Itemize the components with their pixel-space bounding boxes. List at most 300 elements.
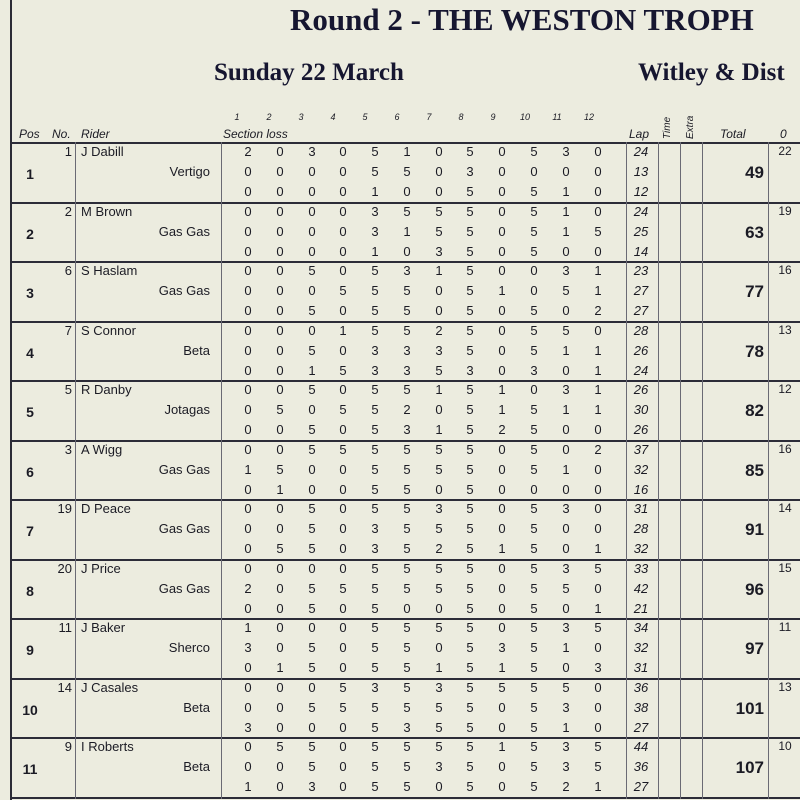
section-score: 0 (498, 560, 506, 576)
section-score: 0 (435, 481, 443, 497)
section-score: 5 (530, 759, 538, 774)
page-title: Round 2 - THE WESTON TROPH (290, 2, 754, 37)
rider-position: 11 (22, 761, 38, 777)
section-score: 5 (308, 541, 316, 556)
section-score: 5 (403, 580, 411, 596)
section-score: 5 (594, 560, 602, 576)
section-score: 0 (498, 203, 506, 219)
section-score: 0 (339, 600, 347, 616)
section-score: 1 (594, 402, 602, 417)
section-score: 5 (530, 461, 538, 477)
lap-total: 28 (633, 322, 649, 338)
lap-header: Lap (629, 127, 650, 141)
section-score: 0 (594, 144, 602, 159)
section-score: 5 (308, 422, 316, 437)
section-score: 5 (371, 382, 379, 397)
lap-total: 13 (633, 164, 649, 179)
section-score: 1 (562, 342, 570, 358)
section-score: 1 (498, 541, 506, 556)
scores-column-rule (626, 142, 627, 799)
section-score: 5 (308, 580, 316, 596)
pos-header: Pos (19, 127, 40, 141)
section-score: 0 (562, 303, 570, 318)
section-score: 5 (339, 362, 347, 378)
section-score: 5 (371, 640, 379, 655)
section-score: 0 (276, 600, 284, 616)
section-score: 3 (466, 164, 474, 179)
section-score: 5 (308, 600, 316, 616)
section-score: 0 (339, 501, 347, 516)
section-score: 0 (244, 501, 252, 516)
section-score: 5 (371, 560, 379, 576)
section-score: 0 (498, 223, 506, 239)
rider-number: 9 (64, 739, 72, 754)
section-score: 5 (276, 461, 284, 477)
rider-name: J Price (81, 560, 121, 576)
section-score: 2 (594, 441, 602, 457)
section-score: 3 (435, 501, 443, 516)
section-score: 1 (435, 263, 443, 278)
section-score: 5 (466, 422, 474, 437)
rider-position: 5 (26, 404, 34, 420)
section-score: 0 (339, 382, 347, 397)
section-score: 5 (466, 322, 474, 338)
section-score: 1 (498, 283, 506, 298)
section-score: 0 (435, 164, 443, 179)
rider-bike: Beta (183, 342, 210, 358)
rider-number: 2 (64, 203, 72, 219)
rider-header: Rider (81, 127, 110, 141)
section-score: 3 (466, 362, 474, 378)
section-score: 5 (435, 620, 443, 635)
section-score: 0 (435, 640, 443, 655)
rider-bike: Vertigo (169, 164, 210, 179)
section-score: 0 (498, 580, 506, 596)
section-score: 0 (244, 560, 252, 576)
section-score: 0 (339, 779, 347, 794)
section-score: 5 (276, 402, 284, 417)
section-score: 0 (276, 560, 284, 576)
section-score: 0 (339, 739, 347, 754)
section-score: 0 (276, 144, 284, 159)
lap-total: 27 (633, 779, 649, 794)
section-score: 0 (594, 422, 602, 437)
section-score: 3 (244, 719, 252, 735)
section-score: 5 (530, 422, 538, 437)
rider-number: 1 (64, 144, 72, 159)
section-score: 5 (308, 441, 316, 457)
section-score: 5 (466, 759, 474, 774)
section-score: 3 (403, 422, 411, 437)
lap-total: 30 (633, 402, 649, 417)
section-score: 1 (594, 362, 602, 378)
section-score: 5 (435, 739, 443, 754)
section-score: 0 (244, 600, 252, 616)
section-score: 0 (244, 382, 252, 397)
section-score: 5 (466, 461, 474, 477)
rider-zeros: 12 (778, 382, 792, 396)
rider-total: 101 (735, 698, 764, 718)
section-number: 8 (458, 112, 464, 122)
section-score: 5 (371, 600, 379, 616)
lap-total: 28 (633, 521, 649, 536)
rider-bike: Gas Gas (158, 223, 210, 239)
rider-zeros: 15 (778, 560, 792, 575)
section-score: 0 (339, 759, 347, 774)
section-score: 1 (594, 342, 602, 358)
section-score: 5 (308, 501, 316, 516)
section-score: 0 (276, 422, 284, 437)
section-score: 0 (562, 600, 570, 616)
section-score: 2 (244, 144, 252, 159)
section-score: 5 (466, 263, 474, 278)
section-score: 5 (530, 303, 538, 318)
lap-total: 31 (633, 501, 649, 516)
section-score: 5 (530, 342, 538, 358)
section-score: 0 (339, 303, 347, 318)
section-score: 0 (562, 422, 570, 437)
section-score: 0 (339, 620, 347, 635)
section-score: 5 (308, 263, 316, 278)
section-score: 5 (466, 560, 474, 576)
section-score: 0 (594, 501, 602, 516)
section-score: 5 (371, 144, 379, 159)
section-score: 5 (371, 461, 379, 477)
section-score: 0 (244, 699, 252, 715)
rider-bike: Gas Gas (158, 580, 210, 596)
section-score: 5 (530, 600, 538, 616)
event-venue: Witley & Dist (638, 59, 785, 86)
section-score: 0 (562, 660, 570, 675)
section-score: 0 (308, 481, 316, 497)
section-score: 0 (339, 541, 347, 556)
section-score: 5 (530, 779, 538, 794)
lap-total: 42 (633, 580, 649, 596)
section-number: 11 (552, 112, 562, 122)
lap-total: 21 (633, 600, 649, 616)
section-score: 0 (562, 481, 570, 497)
section-score: 5 (403, 759, 411, 774)
section-score: 3 (371, 223, 379, 239)
rider-number: 3 (64, 441, 72, 457)
section-score: 1 (594, 541, 602, 556)
section-score: 1 (498, 402, 506, 417)
section-score: 3 (244, 640, 252, 655)
section-score: 5 (371, 759, 379, 774)
section-score: 5 (371, 422, 379, 437)
section-number: 1 (234, 112, 240, 122)
section-score: 5 (339, 402, 347, 417)
section-score: 1 (435, 422, 443, 437)
section-score: 5 (276, 541, 284, 556)
section-score: 0 (562, 362, 570, 378)
section-score: 2 (435, 322, 443, 338)
section-score: 5 (466, 223, 474, 239)
section-score: 0 (594, 164, 602, 179)
rider-zeros: 22 (778, 144, 792, 158)
section-score: 5 (403, 679, 411, 695)
section-score: 3 (435, 243, 443, 259)
section-score: 0 (435, 283, 443, 298)
section-score: 0 (403, 243, 411, 259)
section-score: 0 (594, 719, 602, 735)
rider-zeros: 13 (778, 322, 792, 337)
section-score: 0 (276, 243, 284, 259)
section-number: 2 (266, 112, 272, 122)
rider-name: S Haslam (81, 263, 138, 278)
section-score: 1 (308, 362, 316, 378)
section-score: 0 (403, 184, 411, 199)
section-score: 5 (466, 342, 474, 358)
section-score: 0 (498, 263, 506, 278)
section-score: 0 (594, 521, 602, 536)
section-score: 0 (244, 759, 252, 774)
section-score: 5 (466, 382, 474, 397)
lap-total: 33 (633, 560, 649, 576)
section-score: 0 (308, 223, 316, 239)
section-score: 5 (403, 521, 411, 536)
section-score: 0 (562, 164, 570, 179)
extra-column-rule (702, 142, 703, 799)
section-score: 5 (435, 560, 443, 576)
section-score: 3 (371, 342, 379, 358)
section-score: 0 (276, 184, 284, 199)
lap-total: 23 (633, 263, 649, 278)
section-score: 0 (244, 164, 252, 179)
section-score: 5 (466, 203, 474, 219)
section-score: 0 (276, 640, 284, 655)
section-score: 0 (435, 144, 443, 159)
lap-total: 14 (633, 243, 649, 259)
rider-column-rule (221, 142, 222, 799)
section-score: 5 (466, 580, 474, 596)
rider-total: 85 (745, 460, 764, 480)
lap-total: 34 (633, 620, 649, 635)
section-score: 0 (244, 481, 252, 497)
section-score: 0 (339, 223, 347, 239)
section-score: 5 (435, 699, 443, 715)
section-score: 5 (371, 620, 379, 635)
section-score: 0 (339, 422, 347, 437)
rider-position: 3 (26, 285, 34, 301)
rider-total: 107 (735, 758, 764, 777)
rider-number: 14 (57, 679, 72, 695)
section-score: 5 (371, 481, 379, 497)
rider-total: 96 (745, 579, 764, 599)
section-score: 0 (244, 223, 252, 239)
section-score: 1 (594, 263, 602, 278)
section-score: 0 (339, 719, 347, 735)
section-score: 3 (403, 263, 411, 278)
lap-total: 31 (633, 660, 649, 675)
rider-position: 7 (26, 523, 34, 539)
section-score: 0 (498, 362, 506, 378)
section-score: 1 (339, 322, 347, 338)
section-score: 5 (530, 322, 538, 338)
time-column-rule (680, 142, 681, 799)
section-score: 5 (308, 303, 316, 318)
section-score: 2 (403, 402, 411, 417)
no-header: No. (52, 127, 71, 141)
section-score: 3 (562, 382, 570, 397)
section-score: 5 (371, 660, 379, 675)
section-score: 5 (530, 620, 538, 635)
section-score: 5 (403, 739, 411, 754)
section-score: 3 (562, 739, 570, 754)
section-score: 1 (244, 620, 252, 635)
section-score: 0 (244, 283, 252, 298)
section-score: 5 (308, 342, 316, 358)
zeros-header: 0 (780, 127, 787, 141)
section-score: 5 (466, 620, 474, 635)
section-score: 1 (435, 382, 443, 397)
lap-total: 16 (633, 481, 649, 497)
section-score: 0 (276, 303, 284, 318)
section-score: 0 (276, 203, 284, 219)
section-score: 0 (308, 203, 316, 219)
rider-number: 6 (64, 263, 72, 278)
section-score: 5 (530, 739, 538, 754)
section-score: 5 (339, 283, 347, 298)
section-score: 1 (562, 719, 570, 735)
section-score: 0 (435, 184, 443, 199)
section-score: 3 (562, 263, 570, 278)
section-score: 5 (466, 521, 474, 536)
section-score: 5 (594, 620, 602, 635)
section-score: 3 (562, 144, 570, 159)
section-number: 6 (394, 112, 400, 122)
rider-position: 9 (26, 642, 34, 658)
section-score: 0 (276, 441, 284, 457)
section-score: 0 (308, 322, 316, 338)
section-score: 0 (244, 521, 252, 536)
section-score: 5 (435, 580, 443, 596)
section-score: 5 (594, 759, 602, 774)
section-score: 0 (308, 620, 316, 635)
section-score: 0 (594, 184, 602, 199)
section-score: 5 (562, 283, 570, 298)
rider-zeros: 16 (778, 263, 792, 277)
section-score: 5 (403, 283, 411, 298)
section-score: 0 (530, 382, 538, 397)
section-score: 5 (371, 739, 379, 754)
section-score: 5 (308, 660, 316, 675)
section-score: 5 (403, 620, 411, 635)
section-score: 3 (435, 679, 443, 695)
section-score: 0 (276, 779, 284, 794)
section-score: 0 (276, 322, 284, 338)
section-score: 0 (276, 342, 284, 358)
section-score: 5 (403, 164, 411, 179)
section-score: 5 (466, 600, 474, 616)
section-score: 5 (466, 699, 474, 715)
rider-number: 7 (64, 322, 72, 338)
section-score: 5 (466, 501, 474, 516)
rider-number: 20 (57, 560, 72, 576)
section-number: 10 (519, 112, 530, 122)
rider-position: 8 (26, 582, 34, 599)
section-score: 2 (498, 422, 506, 437)
lap-total: 27 (633, 283, 649, 298)
section-score: 5 (530, 203, 538, 219)
section-score: 0 (339, 164, 347, 179)
section-score: 3 (435, 342, 443, 358)
section-score: 0 (498, 144, 506, 159)
section-score: 0 (276, 283, 284, 298)
section-score: 5 (435, 719, 443, 735)
rider-total: 63 (745, 222, 764, 242)
section-score: 5 (466, 481, 474, 497)
section-score: 1 (498, 739, 506, 754)
rider-total: 91 (745, 520, 764, 539)
section-score: 0 (244, 660, 252, 675)
section-score: 0 (594, 322, 602, 338)
rider-position: 10 (22, 701, 38, 718)
section-score: 0 (339, 184, 347, 199)
section-score: 5 (530, 144, 538, 159)
section-score: 5 (530, 521, 538, 536)
rider-bike: Beta (183, 759, 210, 774)
rider-number: 5 (64, 382, 72, 397)
lap-total: 27 (633, 719, 649, 735)
section-score: 5 (530, 441, 538, 457)
section-score: 5 (530, 184, 538, 199)
section-score: 5 (530, 719, 538, 735)
lap-total: 24 (633, 203, 649, 219)
section-score: 0 (339, 461, 347, 477)
section-score: 5 (562, 679, 570, 695)
section-score: 1 (403, 144, 411, 159)
section-score: 3 (498, 640, 506, 655)
section-score: 0 (308, 461, 316, 477)
lap-total: 27 (633, 303, 649, 318)
section-score: 0 (498, 759, 506, 774)
section-score: 5 (403, 699, 411, 715)
section-score: 5 (339, 441, 347, 457)
section-score: 1 (498, 660, 506, 675)
section-number: 12 (583, 112, 594, 122)
section-score: 0 (339, 263, 347, 278)
section-score: 0 (498, 620, 506, 635)
section-score: 0 (276, 580, 284, 596)
section-score: 0 (276, 719, 284, 735)
rider-name: M Brown (81, 203, 133, 219)
section-score: 5 (466, 184, 474, 199)
section-score: 5 (466, 679, 474, 695)
section-score: 5 (308, 382, 316, 397)
section-score: 0 (435, 779, 443, 794)
section-score: 3 (371, 203, 379, 219)
section-score: 0 (276, 223, 284, 239)
rider-name: I Roberts (81, 739, 134, 754)
section-score: 3 (371, 362, 379, 378)
section-score: 5 (371, 322, 379, 338)
section-score: 0 (594, 640, 602, 655)
section-score: 0 (339, 243, 347, 259)
section-score: 5 (530, 402, 538, 417)
rider-position: 1 (26, 166, 34, 182)
section-score: 0 (276, 699, 284, 715)
section-number: 3 (298, 112, 304, 122)
section-score: 3 (308, 144, 316, 159)
section-score: 5 (403, 779, 411, 794)
section-score: 3 (403, 362, 411, 378)
section-score: 0 (498, 719, 506, 735)
section-score: 0 (498, 699, 506, 715)
section-score: 5 (466, 541, 474, 556)
section-score: 0 (498, 441, 506, 457)
rider-zeros: 14 (778, 501, 792, 515)
